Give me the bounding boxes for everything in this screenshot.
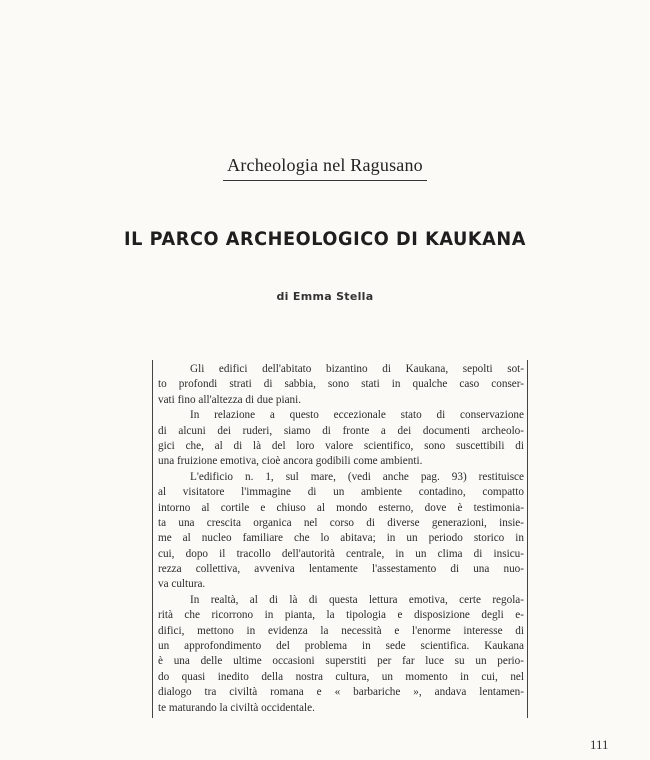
body-line: Gli edifici dell'abitato bizantino di Kaukana, sepolti sot- [190,363,524,375]
body-line: una fruizione emotiva, cioè ancora godibili come ambienti. [158,455,423,468]
body-line: me al nucleo familiare che lo abitava; in un periodo storico in [158,532,524,545]
body-line: te maturando la civiltà occidentale. [158,701,315,714]
body-line: va cultura. [158,578,206,591]
body-line: In relazione a questo eccezionale stato di conservazione [190,409,524,422]
author-byline: di Emma Stella [276,290,374,303]
body-line: L'edificio n. 1, sul mare, (vedi anche pag. 93) restituisce [190,470,524,483]
article-body [158,362,524,716]
body-line: cui, dopo il tracollo dell'autorità centrale, in un clima di insicu- [158,547,524,560]
body-line: di alcuni dei ruderi, siamo di fronte a dei documenti archeolo- [158,424,524,437]
body-line: In realtà, al di là di questa lettura emotiva, certe regola- [190,593,524,606]
body-line: do quasi inedito della nostra cultura, un momento in cui, nel [158,670,524,683]
page-number: 111 [590,737,609,752]
article-title: IL PARCO ARCHEOLOGICO DI KAUKANA [124,228,526,250]
body-line: dialogo tra civiltà romana e « barbariche », andava lentamen- [158,686,524,699]
body-line: rezza collettiva, avveniva lentamente l'assestamento di una nuo- [158,563,524,576]
body-line: intorno al cortile e chiuso al mondo esterno, dove è testimonia- [158,501,524,514]
section-header-text: Archeologia nel Ragusano [223,155,427,181]
body-line: difici, mettono in evidenza la necessità e l'enorme interesse di [158,624,524,637]
body-line: è una delle ultime occasioni superstiti per far luce su un perio- [158,655,524,668]
body-line: rità che ricorrono in pianta, la tipologia e disposizione degli e- [158,609,524,622]
body-line: to profondi strati di sabbia, sono stati in qualche caso conser- [158,378,524,391]
body-line: ta una crescita organica nel corso di diverse generazioni, insie- [158,516,524,529]
body-line: gici che, al di là del loro valore scientifico, sono suscettibili di [158,439,524,452]
body-line: un approfondimento del problema in sede scientifica. Kaukana [158,640,524,653]
body-line: vati fino all'altezza di due piani. [158,393,302,406]
body-line: al visitatore l'immagine di un ambiente contadino, compatto [158,486,524,499]
section-header [0,155,650,181]
